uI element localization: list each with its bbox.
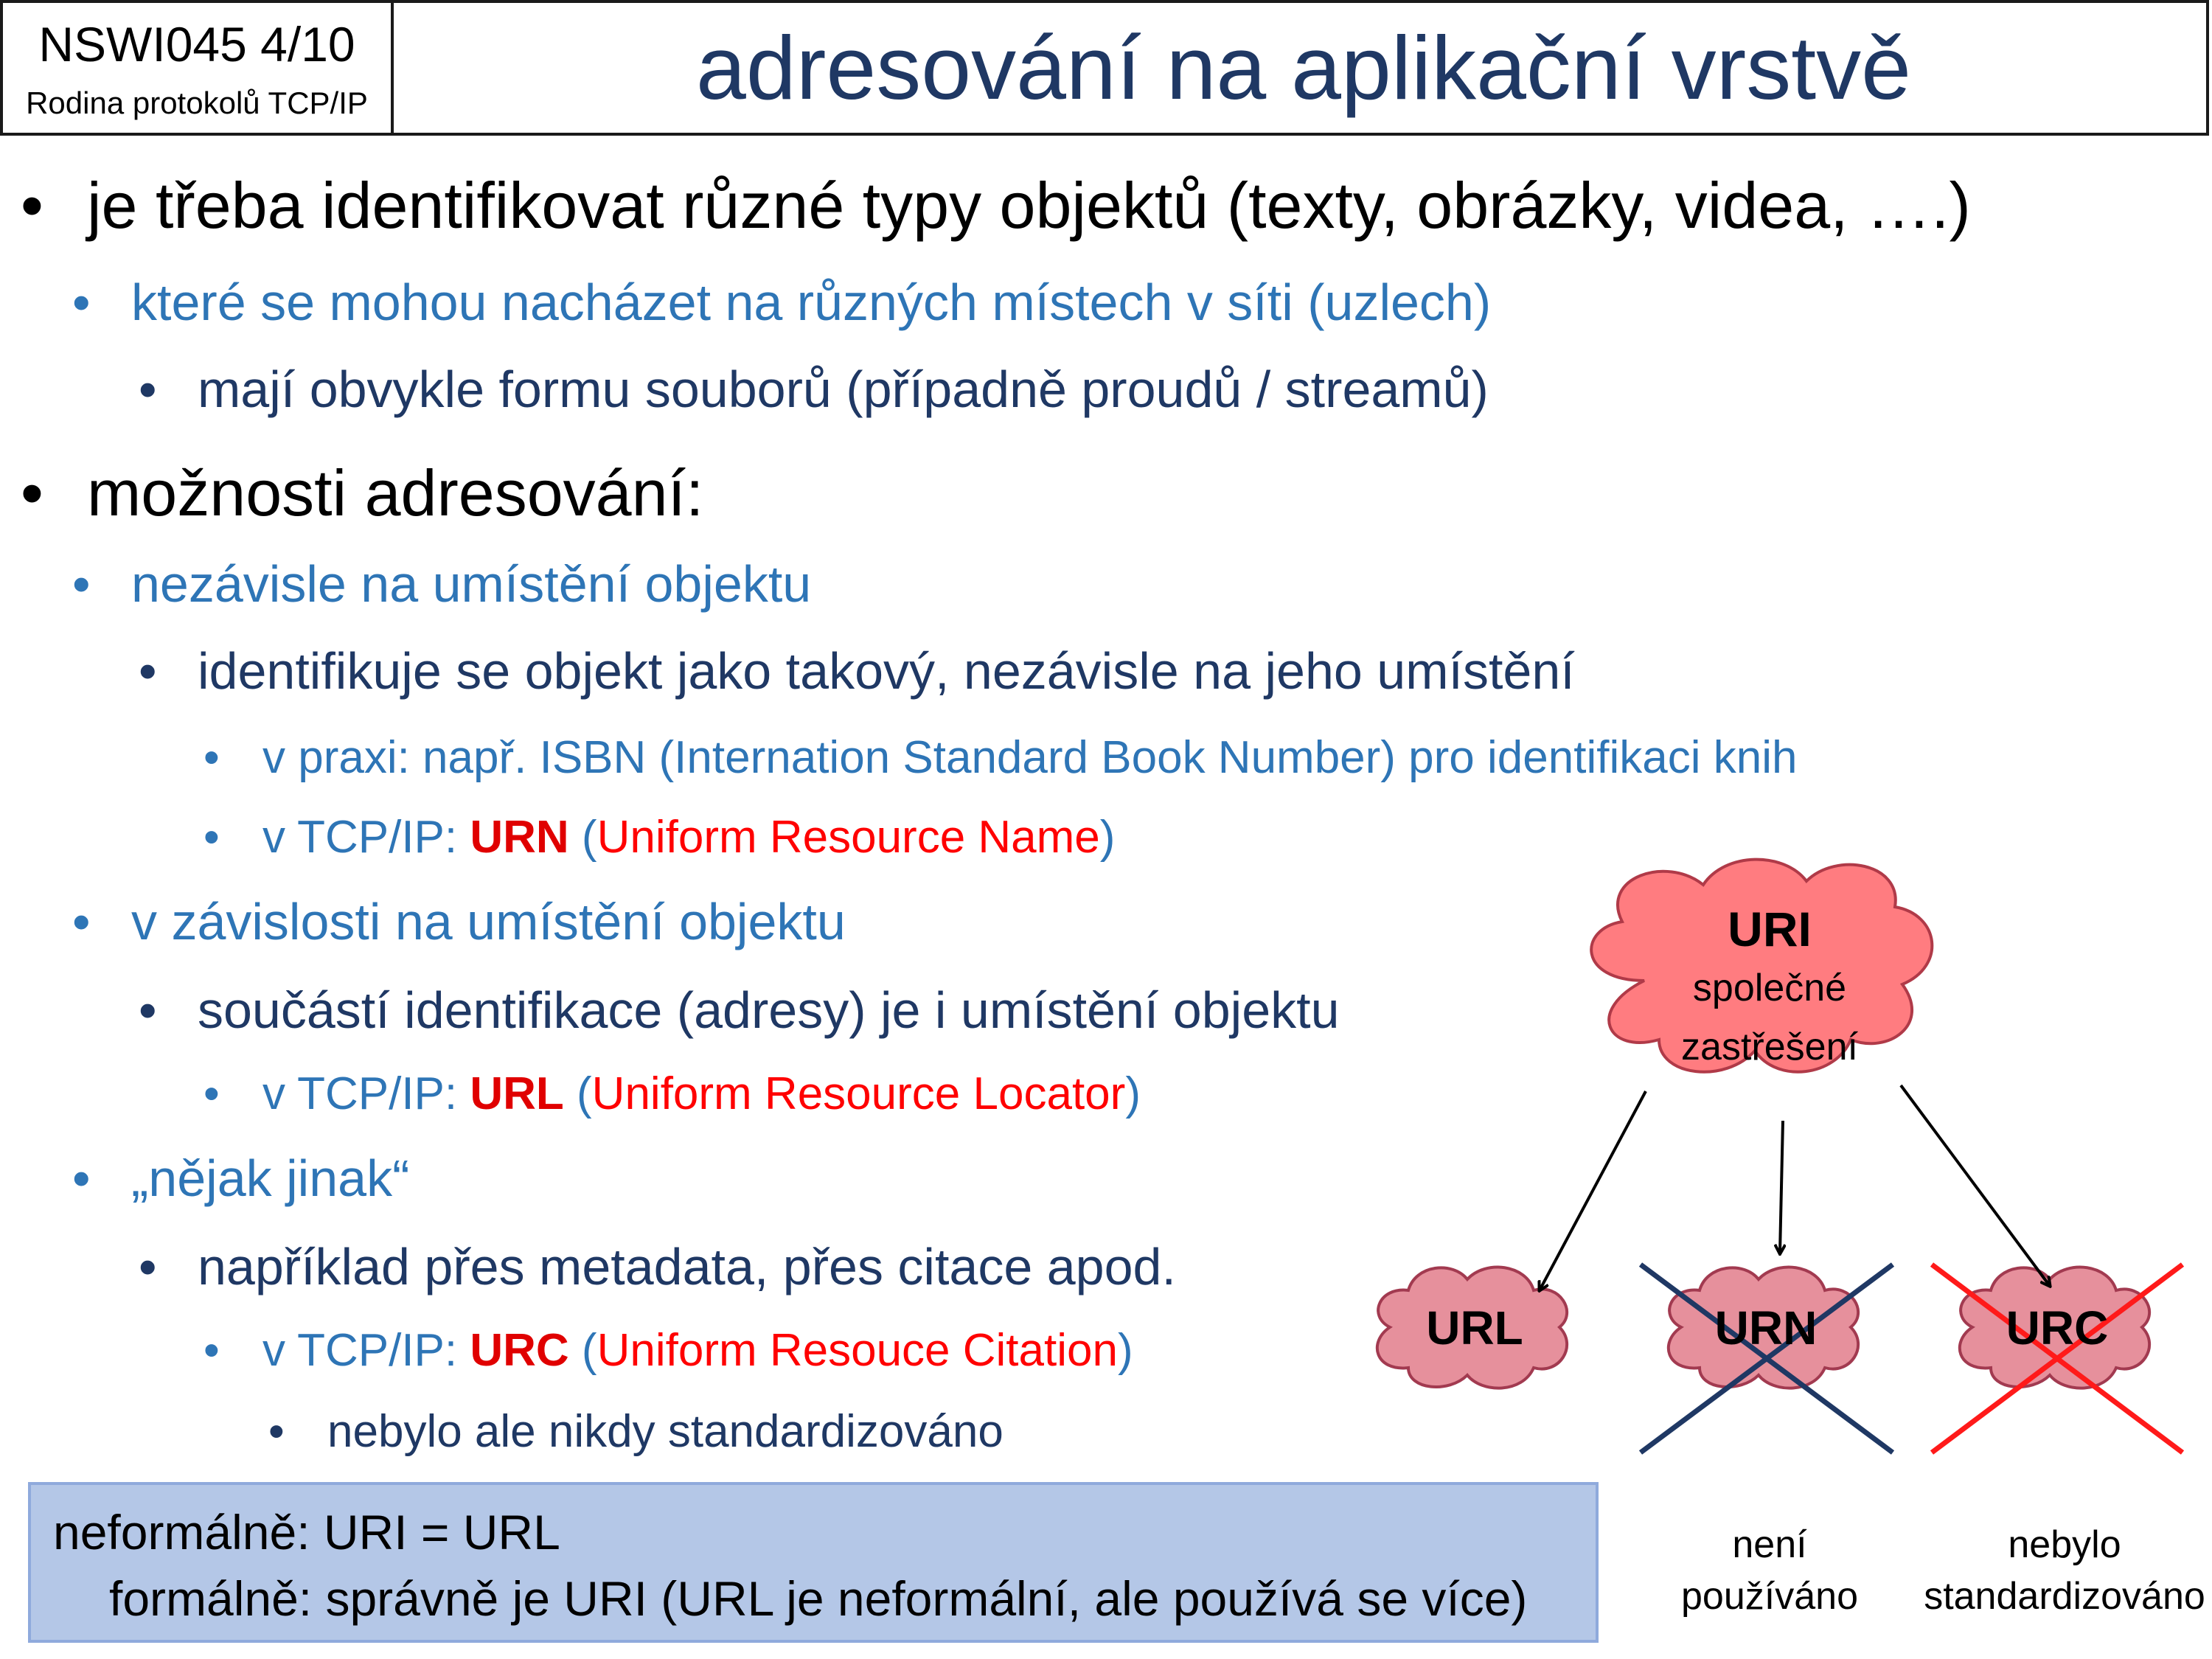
- bullet-urn: [204, 811, 1116, 863]
- paren-close: ): [1125, 1068, 1141, 1119]
- bullet-dot: •: [268, 1406, 285, 1457]
- bullet-metadata: [139, 1237, 1176, 1296]
- bullet-dot: •: [21, 169, 44, 242]
- note-line-formal: formálně: správně je URI (URL je neformální, ale používá se více): [109, 1571, 1528, 1626]
- course-info-box: [3, 3, 394, 133]
- uri-diagram: [1357, 855, 2212, 1659]
- bullet-dot: •: [204, 812, 220, 863]
- urn-caption: [1659, 1519, 1880, 1622]
- bullet-dot: •: [72, 1150, 91, 1207]
- urc-label: URC: [2006, 1301, 2109, 1354]
- paren-open: (: [563, 1068, 592, 1119]
- uri-sub1: společné: [1692, 967, 1847, 1009]
- urn-caption-line1: není: [1732, 1523, 1807, 1566]
- bullet-dot: •: [204, 1068, 220, 1119]
- bullet-text: součástí identifikace (adresy) je i umístění objektu: [198, 981, 1340, 1039]
- bullet-dot: •: [204, 1325, 220, 1376]
- bullet-text: možnosti adresování:: [87, 456, 704, 529]
- paren-open: (: [568, 812, 597, 863]
- urc-acronym: URC: [470, 1325, 569, 1376]
- uri-sub2: zastřešení: [1681, 1026, 1858, 1068]
- urn-label: URN: [1714, 1301, 1818, 1354]
- arrow-to-urn: [1780, 1121, 1783, 1253]
- course-code: NSWI045 4/10: [38, 17, 355, 72]
- bullet-dot: •: [72, 274, 91, 331]
- arrow-to-urc: [1901, 1085, 2050, 1286]
- bullet-dot: •: [139, 1238, 157, 1295]
- bullet-addressing-options: [21, 456, 704, 531]
- urc-caption-line1: nebylo: [2008, 1523, 2121, 1566]
- bullet-dot: •: [139, 642, 157, 700]
- bullet-location-part-of-address: [139, 981, 1340, 1040]
- bullet-text: v závislosti na umístění objektu: [131, 893, 846, 950]
- prefix-text: v TCP/IP:: [262, 1325, 470, 1376]
- bullet-text: nebylo ale nikdy standardizováno: [327, 1406, 1004, 1457]
- bullet-urc: [204, 1324, 1133, 1377]
- note-line-informal: neformálně: URI = URL: [53, 1505, 560, 1559]
- bullet-text: například přes metadata, přes citace apod.: [198, 1238, 1176, 1295]
- url-expansion: Uniform Resource Locator: [591, 1068, 1126, 1119]
- bullet-dot: •: [139, 361, 157, 418]
- course-subtitle: Rodina protokolů TCP/IP: [26, 86, 368, 120]
- bullet-various-locations: [72, 273, 1492, 332]
- slide-title: adresování na aplikační vrstvě: [696, 18, 1911, 118]
- bullet-text: identifikuje se objekt jako takový, nezávisle na jeho umístění: [198, 642, 1575, 700]
- url-acronym: URL: [470, 1068, 564, 1119]
- bullet-dot: •: [72, 893, 91, 950]
- urn-caption-line2: používáno: [1681, 1575, 1858, 1618]
- uri-label: URI: [1728, 902, 1812, 956]
- bullet-location-dependent: [72, 892, 846, 951]
- slide-header: [0, 0, 2209, 136]
- bullet-identify-objects: [21, 168, 1971, 243]
- urc-expansion: Uniform Resouce Citation: [597, 1325, 1118, 1376]
- arrow-to-url: [1540, 1091, 1646, 1290]
- bullet-dot: •: [139, 981, 157, 1039]
- bullet-text: nezávisle na umístění objektu: [131, 555, 812, 613]
- bullet-dot: •: [21, 456, 44, 529]
- bullet-never-standardized: [268, 1405, 1004, 1458]
- bullet-dot: •: [204, 732, 220, 783]
- urn-expansion: Uniform Resource Name: [597, 812, 1100, 863]
- prefix-text: v TCP/IP:: [262, 1068, 470, 1119]
- bullet-url: [204, 1068, 1141, 1120]
- paren-close: ): [1117, 1325, 1133, 1376]
- bullet-text: které se mohou nacházet na různých místech v síti (uzlech): [131, 274, 1492, 331]
- bullet-dot: •: [72, 555, 91, 613]
- urn-acronym: URN: [470, 812, 569, 863]
- bullet-text: mají obvykle formu souborů (případně proudů / streamů): [198, 361, 1489, 418]
- bullet-text: v praxi: např. ISBN (Internation Standard Book Number) pro identifikaci knih: [262, 732, 1798, 783]
- bullet-text: „nějak jinak“: [131, 1150, 410, 1207]
- bullet-location-independent: [72, 554, 812, 613]
- bullet-text: je třeba identifikovat různé typy objektů (texty, obrázky, videa, ….): [87, 169, 1971, 242]
- paren-open: (: [568, 1325, 597, 1376]
- bullet-identify-as-such: [139, 641, 1575, 700]
- prefix-text: v TCP/IP:: [262, 812, 470, 863]
- url-label: URL: [1426, 1301, 1523, 1354]
- bullet-file-form: [139, 360, 1489, 419]
- bullet-isbn-example: [204, 731, 1798, 784]
- bullet-otherwise: [72, 1149, 410, 1208]
- urc-caption: [1917, 1519, 2212, 1622]
- urc-caption-line2: standardizováno: [1924, 1575, 2205, 1618]
- paren-close: ): [1099, 812, 1116, 863]
